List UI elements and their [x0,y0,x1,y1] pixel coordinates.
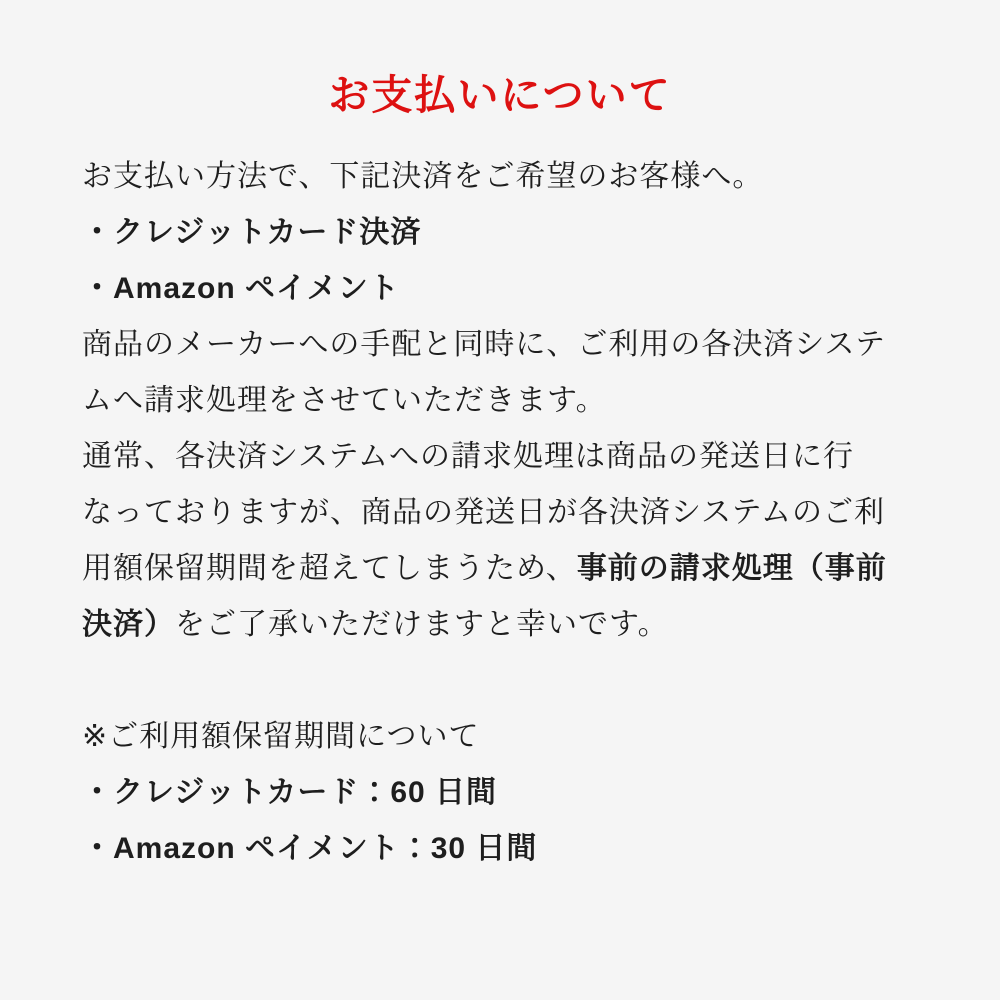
billing-notice-line-2 [82,373,945,429]
text-segment: 用額保留期間を超えてしまうため、 [82,552,577,585]
text-segment: ・Amazon ペイメント：30 日間 [82,832,538,865]
text-segment-bold: 事前の請求処理（事前 [576,552,887,585]
hold-period-credit-card [82,765,945,821]
text-segment: お支払い方法で、下記決済をご希望のお客様へ。 [82,160,764,193]
text-segment: なっておりますが、商品の発送日が各決済システムのご利 [82,496,885,529]
text-segment: ムへ請求処理をさせていただきます。 [82,384,607,417]
payment-method-amazon-pay [82,261,945,317]
billing-timing-line-3 [82,541,945,597]
billing-timing-line-1 [82,429,945,485]
text-segment-bold: 決済） [82,608,175,641]
hold-period-amazon-pay [82,821,945,877]
billing-timing-line-2 [82,485,945,541]
text-segment: ・クレジットカード：60 日間 [82,776,498,809]
text-segment: ・Amazon ペイメント [82,272,400,305]
text-segment: ・クレジットカード決済 [82,216,422,249]
billing-timing-line-4 [82,597,945,653]
blank-line [82,653,945,709]
text-segment: ※ご利用額保留期間について [82,720,480,753]
payment-info-body [82,149,945,877]
hold-period-heading [82,709,945,765]
text-segment: をご了承いただけますと幸いです。 [175,608,669,641]
intro-line [82,149,945,205]
payment-method-credit-card [82,205,945,261]
page-title: お支払いについて [328,72,672,118]
text-segment: 通常、各決済システムへの請求処理は商品の発送日に行 [82,440,854,473]
billing-notice-line-1 [82,317,945,373]
text-segment: 商品のメーカーへの手配と同時に、ご利用の各決済システ [82,328,886,361]
